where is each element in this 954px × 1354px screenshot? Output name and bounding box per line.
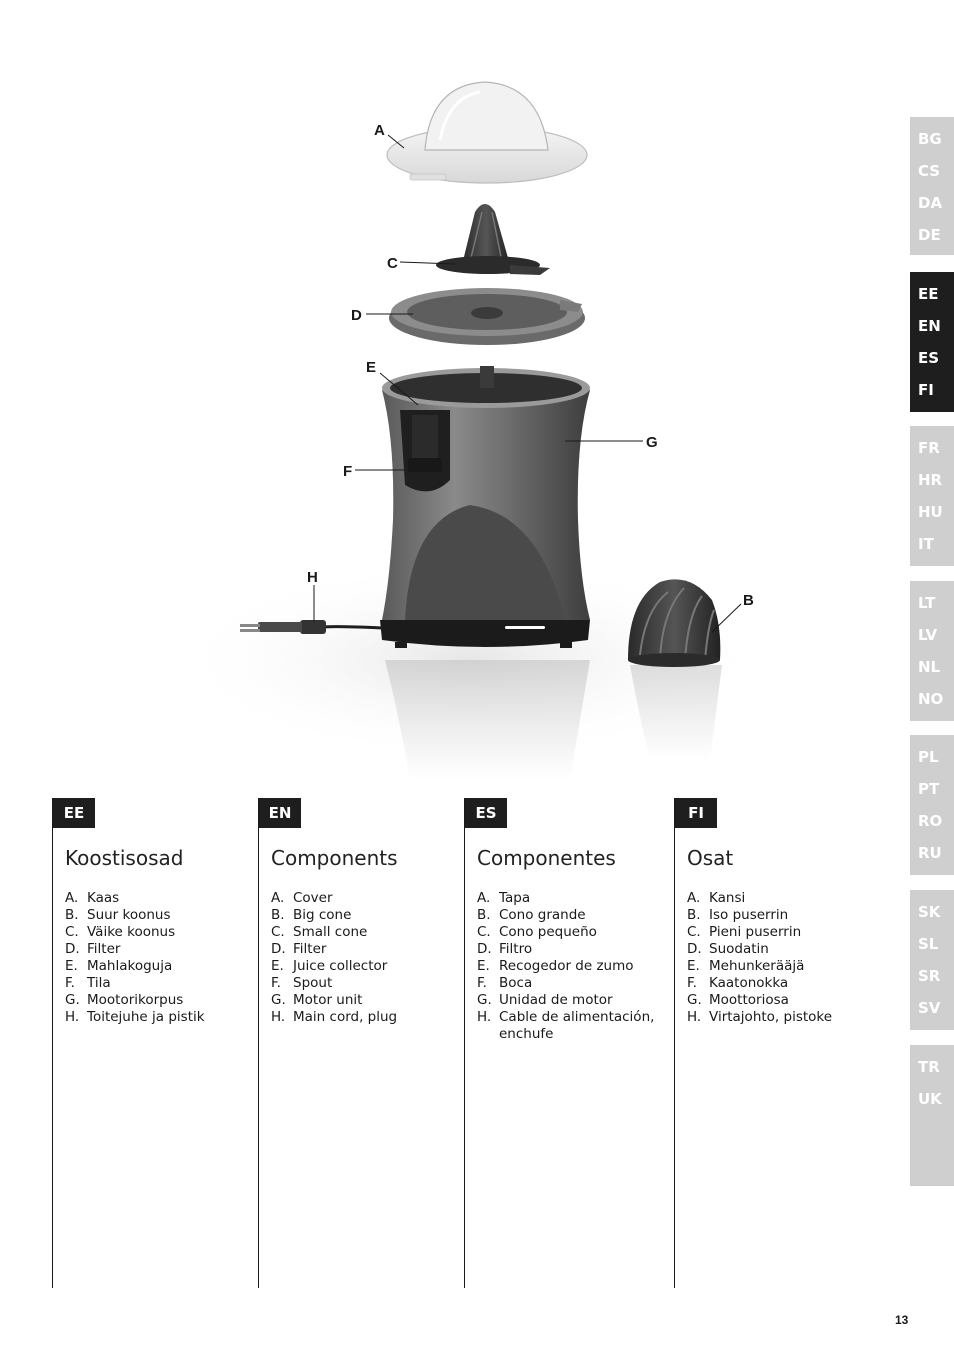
body-reflection <box>385 660 590 780</box>
column-fi <box>674 798 895 1288</box>
list-item: D. Filtro <box>477 941 533 957</box>
language-tab-lv[interactable]: LV <box>918 626 938 644</box>
language-tab-ru[interactable]: RU <box>918 844 942 862</box>
callout-a: A <box>374 122 385 139</box>
language-tab-bg[interactable]: BG <box>918 130 942 148</box>
list-item: B. Suur koonus <box>65 907 171 923</box>
list-item: A. Kansi <box>687 890 746 906</box>
callout-c: C <box>387 255 398 272</box>
language-badge-en: EN <box>259 798 301 828</box>
column-es <box>464 798 669 1288</box>
language-group-pl-ru <box>910 735 954 875</box>
list-item: G. Motor unit <box>271 992 363 1008</box>
callout-f: F <box>343 463 353 480</box>
language-tab-en[interactable]: EN <box>918 317 941 335</box>
motor-unit <box>380 366 590 648</box>
language-tab-ro[interactable]: RO <box>918 812 943 830</box>
language-tab-nl[interactable]: NL <box>918 658 941 676</box>
language-tab-pl[interactable]: PL <box>918 748 939 766</box>
list-item: F. Tila <box>65 975 111 991</box>
list-item: B. Cono grande <box>477 907 586 923</box>
language-tab-hr[interactable]: HR <box>918 471 943 489</box>
list-item: A. Cover <box>271 890 333 906</box>
cover-dome <box>387 82 587 183</box>
section-title-es: Componentes <box>477 846 616 870</box>
list-item: D. Suodatin <box>687 941 769 957</box>
language-group-fr-it <box>910 426 954 566</box>
list-item: B. Big cone <box>271 907 352 923</box>
language-group-bg-de <box>910 117 954 255</box>
language-badge-es: ES <box>465 798 507 828</box>
list-item: G. Mootorikorpus <box>65 992 184 1008</box>
component-list-ee <box>65 890 205 1026</box>
callout-h: H <box>307 569 318 586</box>
language-tab-tr[interactable]: TR <box>918 1058 940 1076</box>
language-tab-de[interactable]: DE <box>918 226 941 244</box>
column-en <box>258 798 459 1288</box>
language-tab-ee[interactable]: EE <box>918 285 939 303</box>
language-tab-sv[interactable]: SV <box>918 999 941 1017</box>
language-tab-pt[interactable]: PT <box>918 780 940 798</box>
language-badge-fi: FI <box>675 798 717 828</box>
language-group-ee-fi <box>910 272 954 412</box>
language-tab-sk[interactable]: SK <box>918 903 941 921</box>
language-tab-lt[interactable]: LT <box>918 594 936 612</box>
list-item: D. Filter <box>271 941 327 957</box>
list-item: F. Kaatonokka <box>687 975 789 991</box>
language-group-tr-uk <box>910 1045 954 1186</box>
component-list-es <box>477 890 663 1043</box>
language-tab-hu[interactable]: HU <box>918 503 943 521</box>
callout-e: E <box>366 359 377 376</box>
cone-reflection <box>630 665 722 760</box>
language-badge-ee: EE <box>53 798 95 828</box>
callout-b: B <box>743 592 754 609</box>
list-item: E. Mahlakoguja <box>65 958 173 974</box>
list-item: E. Mehunkerääjä <box>687 958 805 974</box>
language-tab-da[interactable]: DA <box>918 194 943 212</box>
list-item: A. Tapa <box>477 890 531 906</box>
list-item: C. Cono pequeño <box>477 924 597 940</box>
list-item: F. Spout <box>271 975 333 991</box>
section-title-fi: Osat <box>687 846 734 870</box>
callout-d: D <box>351 307 362 324</box>
list-item: C. Pieni puserrin <box>687 924 802 940</box>
language-tab-sl[interactable]: SL <box>918 935 939 953</box>
section-title-ee: Koostisosad <box>65 846 184 870</box>
list-item: A. Kaas <box>65 890 120 906</box>
language-tab-fi[interactable]: FI <box>918 381 934 399</box>
list-item: G. Unidad de motor <box>477 992 613 1008</box>
section-title-en: Components <box>271 846 398 870</box>
language-tab-fr[interactable]: FR <box>918 439 940 457</box>
list-item: D. Filter <box>65 941 121 957</box>
language-group-sk-sv <box>910 890 954 1030</box>
list-item: E. Juice collector <box>271 958 388 974</box>
language-tab-it[interactable]: IT <box>918 535 934 553</box>
component-list-en <box>271 890 397 1026</box>
list-item: B. Iso puserrin <box>687 907 789 923</box>
component-list-fi <box>687 890 832 1026</box>
list-item: H. Cable de alimentación, enchufe <box>477 1009 655 1042</box>
filter <box>389 288 585 345</box>
list-item: F. Boca <box>477 975 533 991</box>
language-tab-sr[interactable]: SR <box>918 967 941 985</box>
list-item: C. Small cone <box>271 924 368 940</box>
language-tab-uk[interactable]: UK <box>918 1090 942 1108</box>
callout-g: G <box>646 434 658 451</box>
list-item: H. Virtajohto, pistoke <box>687 1009 833 1025</box>
language-tab-cs[interactable]: CS <box>918 162 941 180</box>
language-tab-es[interactable]: ES <box>918 349 940 367</box>
list-item: E. Recogedor de zumo <box>477 958 634 974</box>
page-number: 13 <box>895 1313 909 1327</box>
language-group-lt-no <box>910 581 954 721</box>
column-ee <box>52 798 253 1288</box>
list-item: H. Toitejuhe ja pistik <box>65 1009 205 1025</box>
list-item: C. Väike koonus <box>65 924 176 940</box>
list-item: H. Main cord, plug <box>271 1009 398 1025</box>
list-item: G. Moottoriosa <box>687 992 789 1008</box>
language-tab-no[interactable]: NO <box>918 690 944 708</box>
